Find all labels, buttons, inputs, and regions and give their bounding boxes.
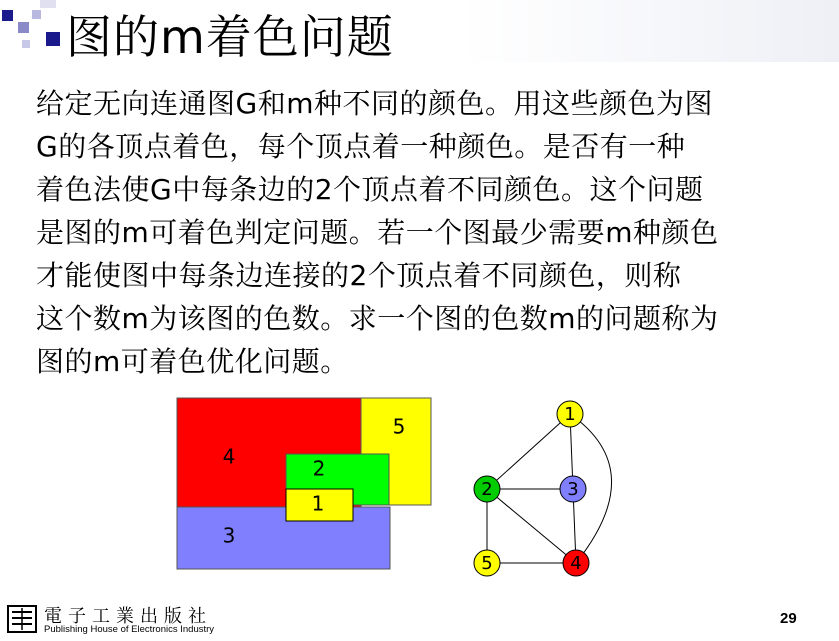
graph-label-5: 5	[481, 553, 493, 574]
map-label-3: 3	[222, 523, 236, 548]
graph-figure	[474, 401, 612, 576]
graph-label-3: 3	[567, 479, 579, 500]
paragraph-line: 图的m可着色优化问题。	[36, 345, 349, 378]
map-label-1: 1	[311, 491, 325, 516]
publisher-name-en: Publishing House of Electronics Industry	[44, 624, 215, 635]
paragraph-line: 给定无向连通图G和m种不同的颜色。用这些颜色为图	[36, 87, 713, 120]
paragraph-line: 着色法使G中每条边的2个顶点着不同颜色。这个问题	[36, 173, 704, 206]
graph-label-1: 1	[564, 404, 576, 425]
map-figure	[177, 398, 431, 569]
slide-title: 图的m着色问题	[66, 10, 394, 64]
graph-label-2: 2	[481, 479, 493, 500]
page-number: 29	[780, 610, 797, 627]
paragraph-line: 才能使图中每条边连接的2个顶点着不同颜色，则称	[36, 259, 682, 292]
map-label-4: 4	[222, 444, 236, 469]
paragraph-line: 这个数m为该图的色数。求一个图的色数m的问题称为	[36, 302, 719, 335]
publisher-name-cn: 電子工業出版社	[44, 606, 212, 627]
publisher-logo-icon	[6, 602, 40, 636]
paragraph-line: G的各顶点着色，每个顶点着一种颜色。是否有一种	[36, 130, 686, 163]
map-region-3	[177, 507, 390, 569]
map-label-2: 2	[312, 456, 326, 481]
map-label-5: 5	[392, 414, 406, 439]
graph-edge-2-4	[487, 489, 576, 563]
paragraph-line: 是图的m可着色判定问题。若一个图最少需要m种颜色	[36, 216, 719, 249]
graph-label-4: 4	[570, 553, 582, 574]
graph-edge-1-2	[487, 414, 570, 489]
